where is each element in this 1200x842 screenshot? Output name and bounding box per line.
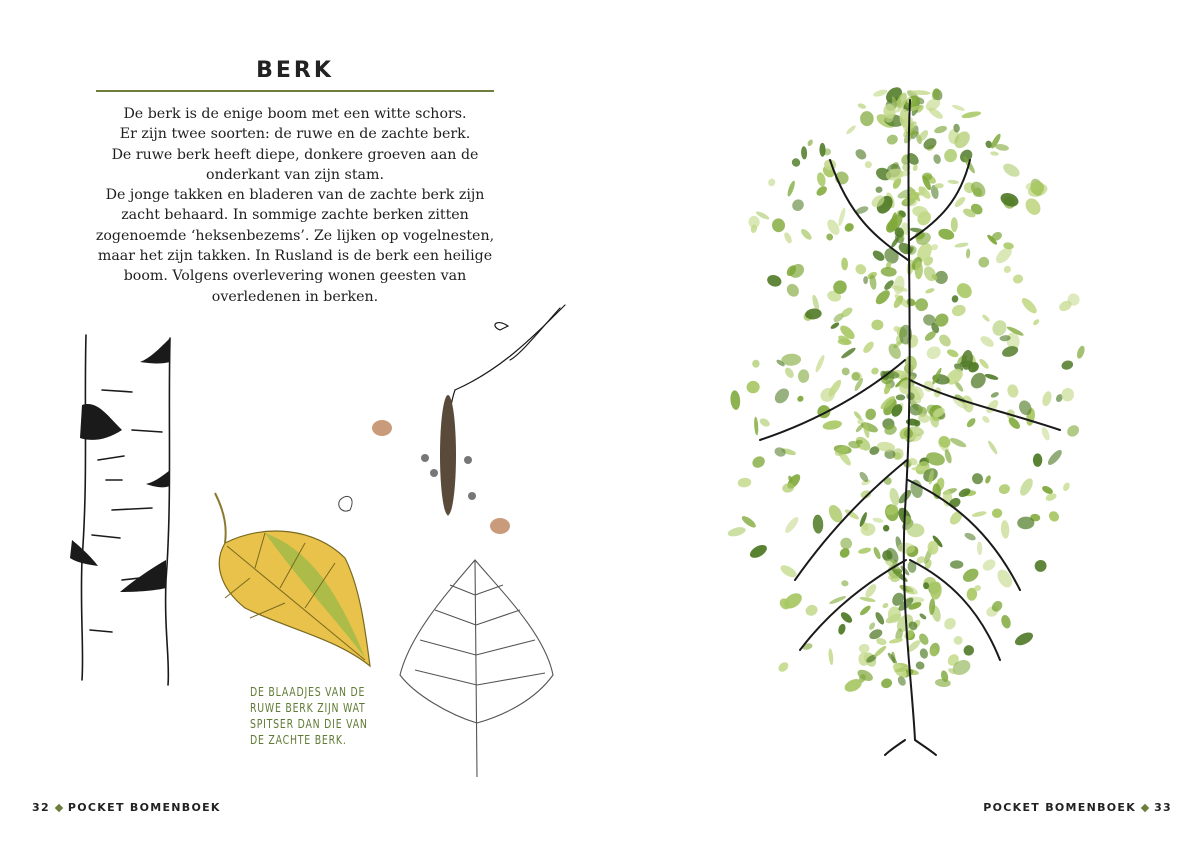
birch-tree-illustration [700,60,1120,760]
leaf-caption [250,684,375,748]
page-title: BERK [256,58,334,83]
foliage-dab [1032,557,1049,574]
foliage-dab [840,346,857,360]
foliage-dab [991,508,1002,518]
foliage-dab [1065,423,1081,439]
foliage-dab [977,541,983,555]
foliage-dab [773,446,787,458]
foliage-dab [868,621,877,631]
paragraph-line: boom. Volgens overlevering wonen geesten van [123,268,467,285]
catkin-branch-illustration [360,300,580,540]
foliage-dab [990,151,999,157]
page-number: 32 [32,801,50,814]
foliage-dab [1047,509,1061,523]
foliage-dab [1000,520,1010,539]
paragraph-line: overledenen in berken. [211,288,379,305]
foliage-dab [815,403,833,421]
foliage-dab [1046,448,1064,467]
foliage-dab [748,542,769,560]
foliage-dab [790,197,806,213]
foliage-dab [1000,614,1013,630]
foliage-dab [814,354,826,373]
foliage-dab [1017,476,1035,497]
paragraph-line: maar het zijn takken. In Rusland is de berk een heilige [97,248,493,265]
foliage-dab [812,514,823,534]
foliage-dab [837,623,847,635]
foliage-dab [767,178,776,188]
page-number: 33 [1154,801,1172,814]
foliage-dab [1041,390,1053,407]
foliage-dab [880,677,893,689]
book-title: POCKET BOMENBOEK [983,801,1137,814]
foliage-dab [1023,196,1044,218]
foliage-dab [883,279,896,292]
foliage-dab [752,359,760,368]
foliage-dab [999,191,1021,209]
foliage-dab [994,567,1015,590]
foliage-dab [840,366,851,377]
caption-line: RUWE BERK ZIJN WAT [250,701,366,715]
foliage-dab [871,248,886,262]
foliage-dab [1019,296,1039,316]
foliage-dab [771,218,785,233]
foliage-dab [859,604,873,617]
foliage-dab [947,179,959,184]
foliage-dab [1002,264,1012,274]
foliage-dab [870,366,880,375]
foliage-dab [971,510,987,518]
yellow-leaf-illustration [205,488,375,673]
foliage-dab [987,440,999,456]
caption-line: SPITSER DAN DIE VAN [250,717,368,731]
foliage-dab [893,275,906,295]
foliage-dab [861,340,875,355]
foliage-dab [853,410,863,421]
foliage-dab [783,515,801,535]
foliage-dab [830,321,841,330]
foliage-dab [949,436,968,449]
foliage-dab [915,661,925,671]
foliage-dab [875,637,887,646]
foliage-dab [873,644,888,658]
paragraph-line: onderkant van zijn stam. [206,166,384,183]
foliage-dab [951,217,958,232]
paragraph-line: De ruwe berk heeft diepe, donkere groeven aan de [111,146,479,163]
paragraph-line: zacht behaard. In sommige zachte berken zitten [121,207,469,224]
paragraph-line: zogenoemde ‘heksenbezems’. Ze lijken op vogelnesten, [95,227,495,244]
caption-line: DE ZACHTE BERK. [250,733,347,747]
diamond-icon [1141,803,1149,811]
footer-right [983,801,1172,814]
foliage-dab [839,610,854,625]
foliage-dab [933,125,948,135]
foliage-dab [954,242,969,249]
foliage-dab [860,111,874,126]
foliage-dab [981,415,991,425]
title-divider [96,90,494,92]
foliage-dab [1061,387,1075,402]
foliage-dab [872,546,882,560]
foliage-dab [888,487,901,507]
foliage-dab [845,124,857,135]
bark-illustration [62,330,182,690]
foliage-dab [947,509,964,527]
foliage-dab [772,386,792,406]
foliage-dab [998,483,1011,495]
foliage-dab [978,357,990,370]
foliage-dab [748,215,761,229]
foliage-dab [1013,630,1035,648]
foliage-dab [815,184,829,197]
foliage-dab [880,266,897,277]
foliage-dab [882,602,890,609]
foliage-dab [968,370,989,392]
foliage-dab [932,153,942,164]
foliage-dab [822,419,843,431]
foliage-dab [799,227,813,241]
paragraph-line: Er zijn twee soorten: de ruwe en de zachte berk. [119,126,471,143]
foliage-dab [804,603,819,617]
foliage-dab [1062,481,1071,492]
book-title: POCKET BOMENBOEK [67,801,221,814]
outline-leaf-illustration [395,555,560,780]
foliage-dab [912,164,918,172]
foliage-dab [727,525,747,538]
foliage-dab [937,332,953,348]
foliage-dab [979,334,996,349]
foliage-dab [841,257,848,270]
foliage-dab [942,616,958,632]
foliage-dab [961,110,982,119]
foliage-dab [984,398,1000,415]
foliage-dab [853,147,868,162]
foliage-dab [951,104,965,112]
foliage-dab [977,255,991,269]
foliage-dab [864,407,878,422]
foliage-dab [786,180,796,197]
foliage-dab [919,612,928,620]
foliage-dab [874,611,886,626]
foliage-dab [883,525,890,532]
foliage-dab [859,644,870,654]
foliage-dab [860,489,872,499]
foliage-dab [798,369,810,383]
foliage-dab [981,557,998,573]
foliage-dab [758,417,771,429]
foliage-dab [1012,273,1024,284]
foliage-dab [1001,161,1022,180]
foliage-dab [858,547,872,555]
foliage-dab [819,143,825,157]
foliage-dab [746,380,760,394]
foliage-dab [961,643,976,658]
diamond-icon [55,803,63,811]
foliage-dab [946,348,960,359]
foliage-dab [942,147,958,164]
paragraph-line: De berk is de enige boom met een witte schors. [123,106,467,122]
foliage-dab [766,273,783,288]
foliage-dab [875,186,883,194]
foliage-dab [896,394,906,400]
foliage-dab [1033,453,1042,466]
intro-paragraph [90,104,500,307]
foliage-dab [784,282,801,299]
foliage-dab [828,648,834,665]
foliage-dab [783,231,794,244]
caption-line: DE BLAADJES VAN DE [250,685,366,699]
foliage-dab [740,514,757,529]
foliage-dab [783,366,796,380]
foliage-dab [779,563,799,580]
foliage-dab [790,157,802,169]
foliage-dab [1040,426,1051,442]
foliage-dab [873,288,892,307]
foliage-dab [872,88,888,98]
footer-left [32,801,221,814]
foliage-dab [1032,318,1040,326]
foliage-dab [730,390,741,410]
foliage-dab [777,660,791,673]
paragraph-line: De jonge takken en bladeren van de zachte berk zijn [105,187,485,204]
foliage-dab [951,295,959,303]
foliage-dab [984,475,992,485]
foliage-dab [950,560,963,569]
foliage-dab [872,517,884,524]
foliage-dab [796,395,805,403]
foliage-dab [984,373,999,381]
foliage-dab [864,161,872,169]
foliage-dab [857,102,867,109]
foliage-dab [963,531,976,542]
foliage-dab [990,391,1000,399]
foliage-dab [737,477,751,488]
foliage-dab [925,344,943,361]
foliage-dab [965,417,977,429]
foliage-dab [841,580,849,587]
foliage-dab [1060,359,1074,371]
foliage-dab [990,318,1009,338]
foliage-dab [885,133,899,146]
foliage-dab [935,678,951,688]
foliage-dab [754,417,759,436]
foliage-dab [854,262,868,276]
foliage-dab [981,313,991,322]
foliage-dab [925,287,936,294]
foliage-dab [919,647,929,659]
foliage-dab [837,207,847,227]
foliage-dab [957,487,972,499]
foliage-dab [750,454,767,470]
foliage-dab [801,146,808,159]
foliage-dab [806,139,813,147]
foliage-dab [1075,345,1086,360]
foliage-dab [970,471,985,486]
foliage-dab [936,434,953,451]
foliage-dab [950,303,967,318]
foliage-dab [966,248,971,258]
foliage-dab [871,319,884,330]
foliage-dab [961,566,981,585]
foliage-dab [863,276,868,284]
foliage-dab [953,635,964,646]
foliage-dab [843,222,855,234]
foliage-dab [1006,383,1020,399]
foliage-dab [914,297,930,313]
